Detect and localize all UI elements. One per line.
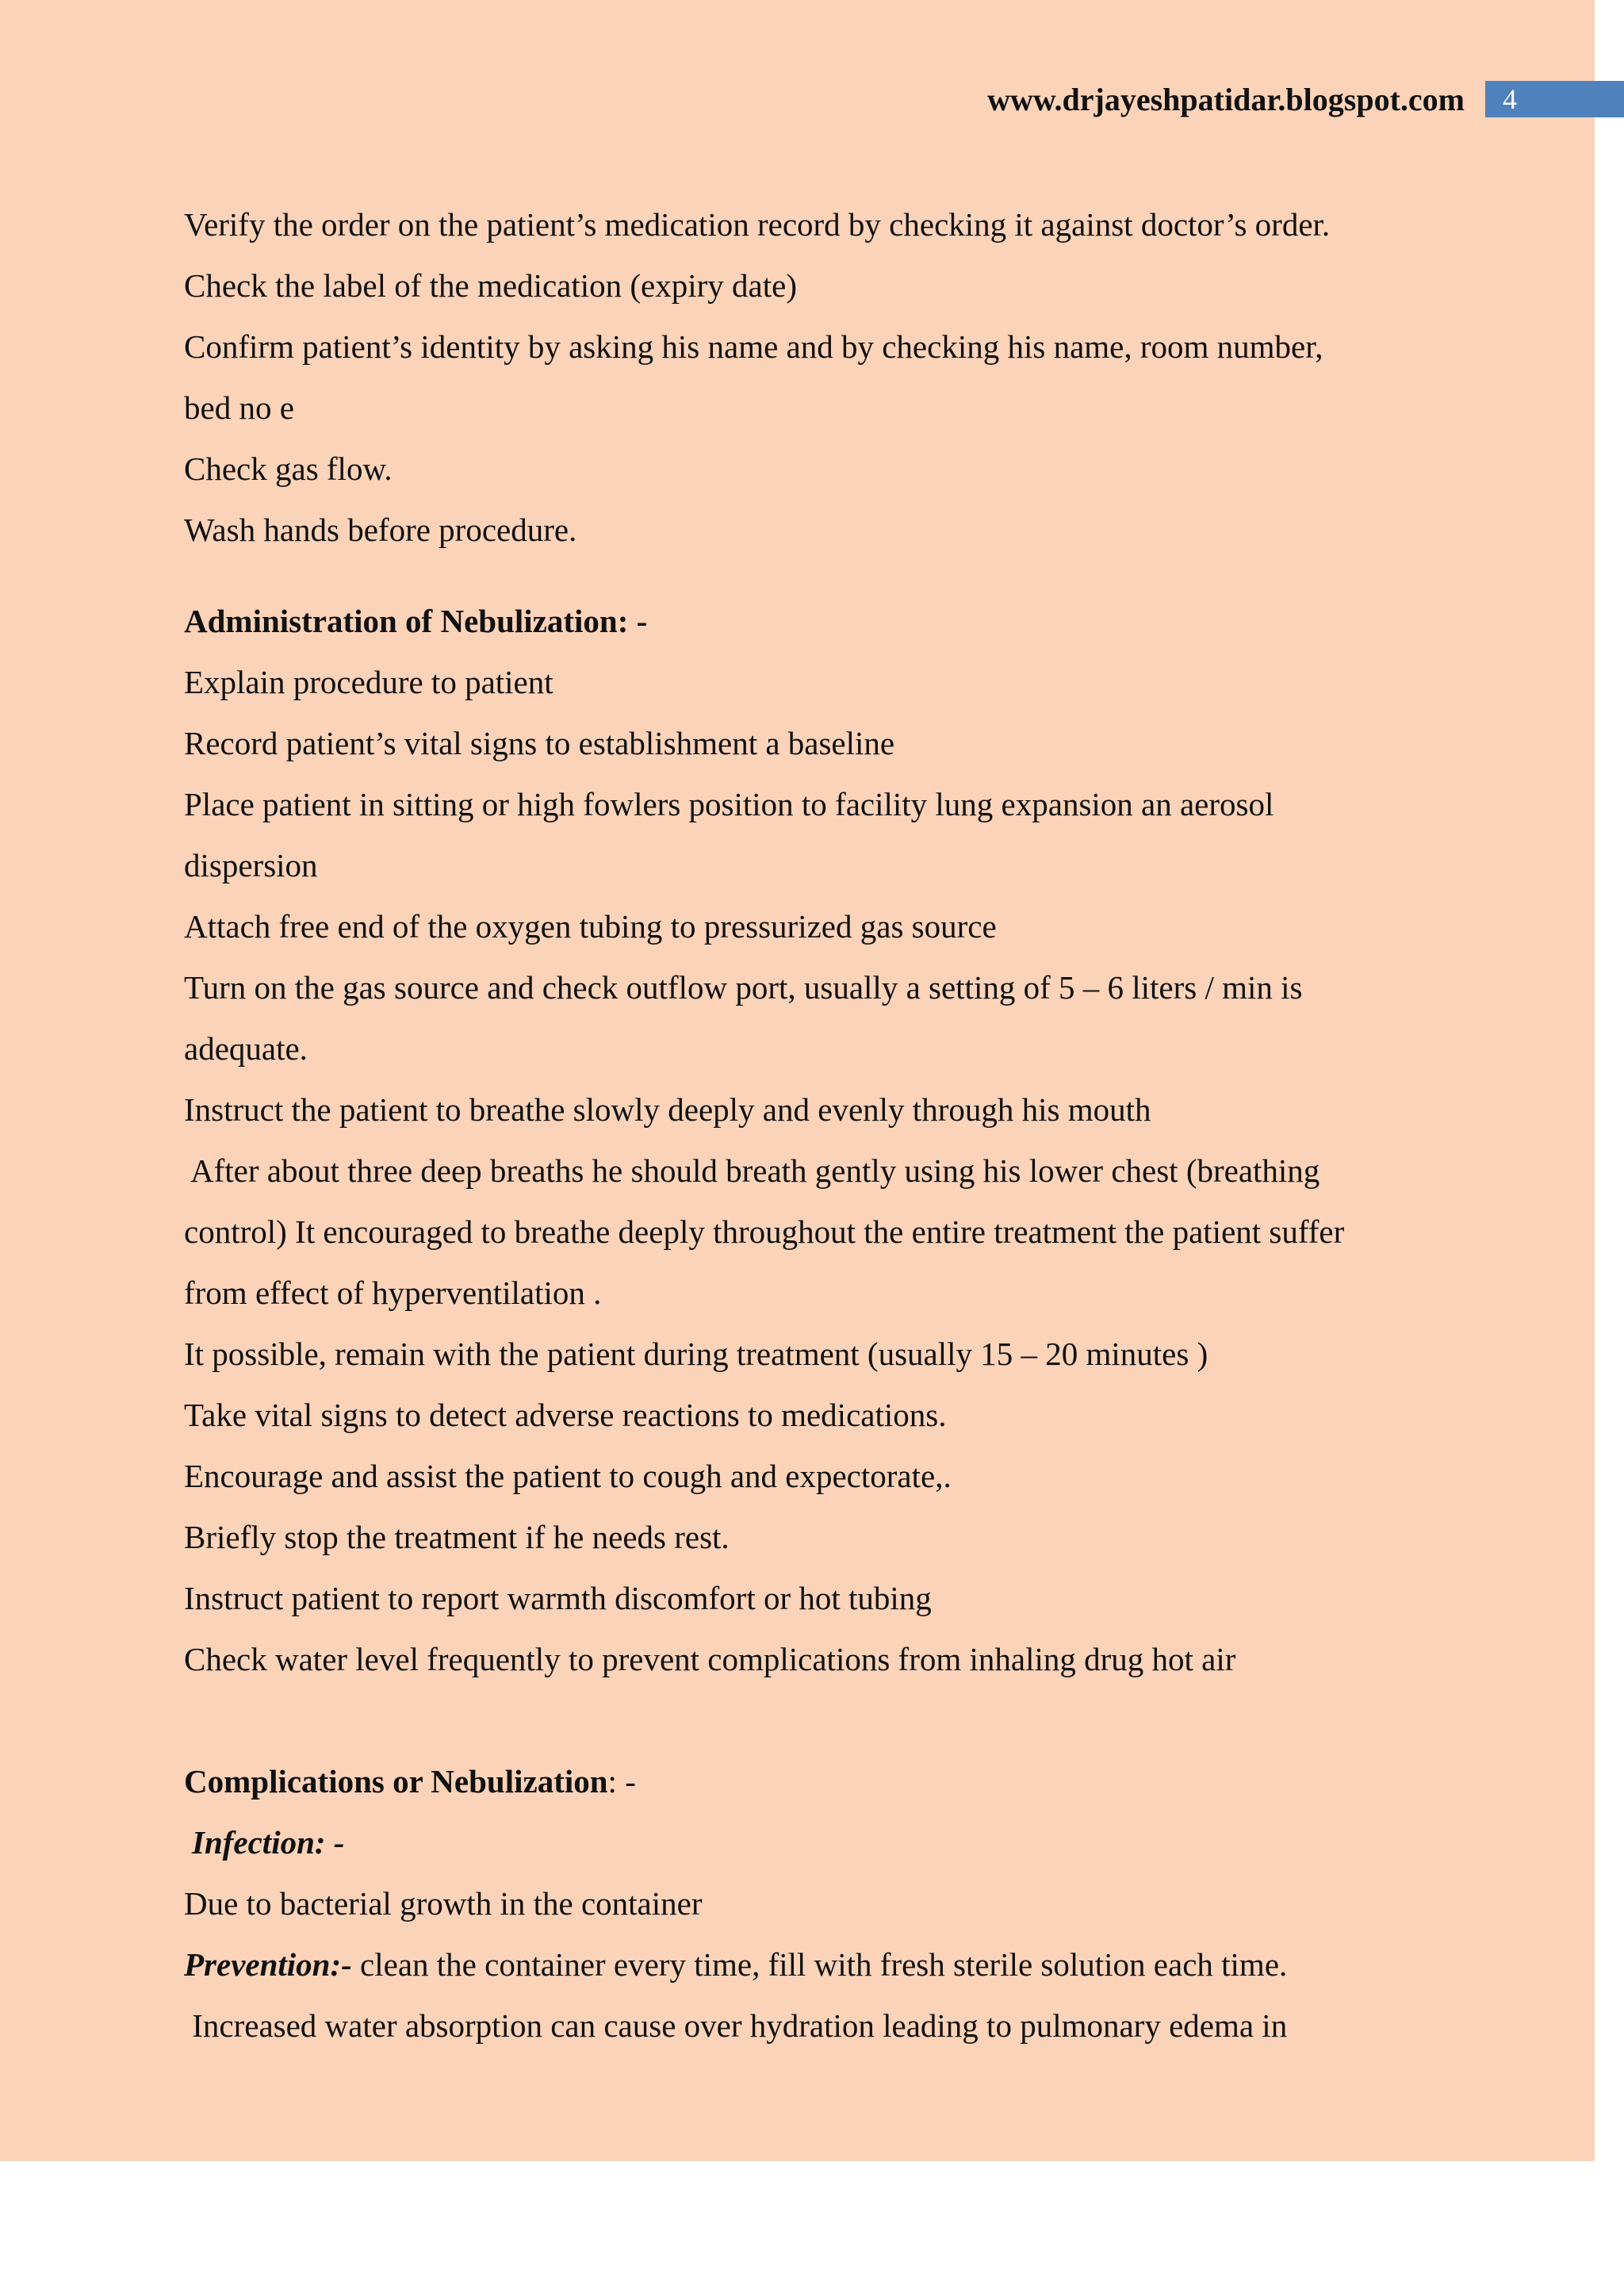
text-line: Briefly stop the treatment if he needs rest. [184, 1519, 730, 1555]
intro-section [184, 194, 1484, 561]
text-line: Turn on the gas source and check outflow port, usually a setting of 5 – 6 liters / min is [184, 969, 1303, 1006]
complications-heading-suffix: : - [607, 1763, 636, 1800]
prevention-line [184, 1934, 1484, 1995]
text-line: Check water level frequently to prevent complications from inhaling drug hot air [184, 1641, 1236, 1677]
document-body [184, 194, 1484, 2056]
text-line: control) It encouraged to breathe deeply throughout the entire treatment the patient suffer [184, 1213, 1345, 1250]
text-line: adequate. [184, 1030, 308, 1067]
text-line: Encourage and assist the patient to cough and expectorate,. [184, 1458, 952, 1494]
prevention-label: Prevention:- [184, 1946, 352, 1983]
administration-section [184, 652, 1484, 1690]
infection-text: Due to bacterial growth in the container [184, 1885, 703, 1922]
text-line: dispersion [184, 847, 318, 884]
complications-heading: Complications or Nebulization [184, 1763, 608, 1800]
text-line: from effect of hyperventilation . [184, 1274, 602, 1311]
text-line: Explain procedure to patient [184, 664, 553, 700]
text-line: Instruct patient to report warmth discomfort or hot tubing [184, 1580, 932, 1616]
infection-label: Infection: - [192, 1824, 345, 1861]
administration-heading: Administration of Nebulization: - [184, 603, 648, 639]
text-line: Confirm patient’s identity by asking his name and by checking his name, room number, [184, 328, 1323, 365]
text-line: Instruct the patient to breathe slowly deeply and evenly through his mouth [184, 1091, 1151, 1128]
text-line: Attach free end of the oxygen tubing to pressurized gas source [184, 908, 997, 945]
header-url: www.drjayeshpatidar.blogspot.com [987, 82, 1465, 117]
text-line: It possible, remain with the patient during treatment (usually 15 – 20 minutes ) [184, 1336, 1208, 1372]
text-line: Take vital signs to detect adverse reactions to medications. [184, 1397, 947, 1433]
complication-last-line: Increased water absorption can cause over hydration leading to pulmonary edema in [184, 2007, 1288, 2044]
prevention-text: clean the container every time, fill with fresh sterile solution each time. [351, 1946, 1288, 1983]
page-number: 4 [1485, 81, 1624, 117]
complications-heading-line [184, 1751, 1484, 1812]
text-line: After about three deep breaths he should breath gently using his lower chest (breathing [184, 1152, 1320, 1189]
text-line: Verify the order on the patient’s medication record by checking it against doctor’s order. [184, 206, 1331, 243]
text-line: Check gas flow. [184, 450, 393, 487]
text-line: Record patient’s vital signs to establishment a baseline [184, 725, 895, 761]
text-line: Check the label of the medication (expiry date) [184, 267, 797, 304]
text-line: Place patient in sitting or high fowlers position to facility lung expansion an aerosol [184, 786, 1274, 822]
text-line: bed no e [184, 389, 294, 426]
text-line: Wash hands before procedure. [184, 512, 577, 548]
